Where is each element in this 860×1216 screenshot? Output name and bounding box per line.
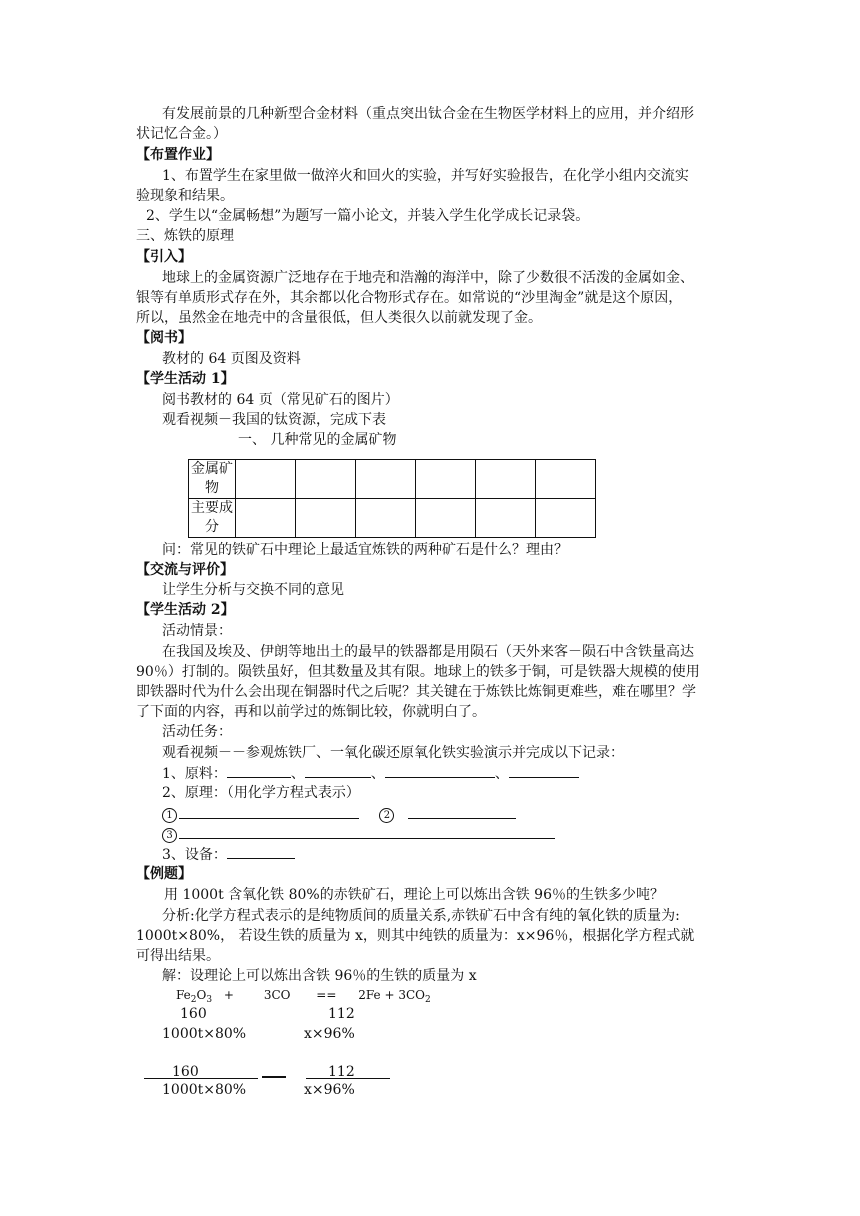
paragraph-line: 教材的 64 页图及资料 xyxy=(162,351,301,367)
table-row-label: 金属矿物 xyxy=(189,460,236,499)
table-row xyxy=(189,499,596,538)
paragraph-line: 活动任务： xyxy=(162,724,232,740)
fraction-numerator: 112 xyxy=(328,1064,355,1080)
table-cell xyxy=(356,499,416,538)
paragraph-line: 1000t×80%， 若设生铁的质量为 x，则其中纯铁的质量为：x×96％，根据化学方程式就 xyxy=(136,928,695,944)
blank-field[interactable] xyxy=(179,824,555,839)
blank-field[interactable] xyxy=(305,763,371,778)
blank-field[interactable] xyxy=(227,763,291,778)
paragraph-line: 阅书教材的 64 页（常见矿石的图片） xyxy=(162,392,399,408)
paragraph-line: 分析:化学方程式表示的是纯物质间的质量关系,赤铁矿石中含有纯的氧化铁的质量为: xyxy=(162,908,680,924)
paragraph-line: 银等有单质形式存在外，其余都以化合物形式存在。如常说的“沙里淘金”就是这个原因， xyxy=(136,290,683,306)
paragraph-line: 所以，虽然金在地壳中的含量很低，但人类很久以前就发现了金。 xyxy=(136,310,542,326)
paragraph-line: 观看视频－我国的钛资源，完成下表 xyxy=(162,412,386,428)
paragraph-line: 有发展前景的几种新型合金材料（重点突出钛合金在生物医学材料上的应用，并介绍形 xyxy=(162,106,694,122)
blank-field[interactable] xyxy=(227,844,295,859)
blank-field[interactable] xyxy=(509,763,579,778)
table-row xyxy=(189,460,596,499)
fraction-bar xyxy=(306,1078,390,1079)
paragraph-line: 2、原理：（用化学方程式表示） xyxy=(162,785,360,801)
table-caption: 一、 几种常见的金属矿物 xyxy=(238,432,397,448)
mass-112: 112 xyxy=(328,1006,355,1022)
eq-o: O xyxy=(196,988,207,1002)
table-cell xyxy=(536,499,596,538)
paragraph-line: 状记忆合金。） xyxy=(136,126,227,142)
section-heading-read: 【阅书】 xyxy=(136,330,192,346)
paragraph-line: 可得出结果。 xyxy=(136,948,220,964)
section-heading-homework: 【布置作业】 xyxy=(136,147,220,163)
paragraph-line: 了下面的内容，再和以前学过的炼铜比较，你就明白了。 xyxy=(136,704,486,720)
paragraph-line: 在我国及埃及、伊朗等地出土的最早的铁器都是用陨石（天外来客－陨石中含铁量高达 xyxy=(162,644,694,660)
equation-blank-row xyxy=(162,804,516,825)
section-title: 三、炼铁的原理 xyxy=(136,228,234,244)
fraction-denominator: x×96% xyxy=(304,1082,355,1098)
blank-field[interactable] xyxy=(408,804,516,819)
table-cell xyxy=(476,460,536,499)
separator: 、 xyxy=(494,766,509,782)
eq-plus: + xyxy=(223,988,234,1002)
mineral-table xyxy=(188,459,596,538)
eq-fe: Fe xyxy=(176,988,191,1002)
equipment-line xyxy=(162,844,295,865)
paragraph-line: 活动情景： xyxy=(162,623,232,639)
circled-number-3: 3 xyxy=(162,828,177,843)
table-cell xyxy=(296,460,356,499)
table-row-label: 主要成分 xyxy=(189,499,236,538)
eq-equals: == xyxy=(316,988,337,1002)
paragraph-line: 解：设理论上可以炼出含铁 96％的生铁的质量为 x xyxy=(162,968,477,984)
paragraph-line: 验现象和结果。 xyxy=(136,188,234,204)
paragraph-line: 问：常见的铁矿石中理论上最适宜炼铁的两种矿石是什么？理由？ xyxy=(162,542,568,558)
paragraph-line: 即铁器时代为什么会出现在铜器时代之后呢？其关键在于炼铁比炼铜更难些，难在哪里？学 xyxy=(136,684,696,700)
fraction-denominator: 1000t×80% xyxy=(162,1082,247,1098)
fraction-bar xyxy=(144,1078,258,1079)
raw-materials-label: 1、原料： xyxy=(162,766,227,782)
fraction-numerator: 160 xyxy=(172,1064,199,1080)
equation-blank-row xyxy=(162,824,555,845)
section-heading-evaluation: 【交流与评价】 xyxy=(136,562,234,578)
equipment-label: 3、设备： xyxy=(162,847,227,863)
given-mass: 1000t×80% xyxy=(162,1026,247,1042)
circled-number-2: 2 xyxy=(379,808,394,823)
section-heading-intro: 【引入】 xyxy=(136,249,192,265)
table-cell xyxy=(236,460,296,499)
eq-sub: 3 xyxy=(206,995,213,1005)
paragraph-line: 用 1000t 含氧化铁 80%的赤铁矿石，理论上可以炼出含铁 96％的生铁多少吨？ xyxy=(164,887,664,903)
table-cell xyxy=(416,460,476,499)
eq-products: 2Fe + 3CO xyxy=(358,988,425,1002)
table-cell xyxy=(416,499,476,538)
paragraph-line: 让学生分析与交换不同的意见 xyxy=(162,582,344,598)
table-cell xyxy=(356,460,416,499)
table-cell xyxy=(236,499,296,538)
unknown-mass: x×96% xyxy=(304,1026,355,1042)
separator: 、 xyxy=(290,766,305,782)
paragraph-line: 1、布置学生在家里做一做淬火和回火的实验，并写好实验报告，在化学小组内交流实 xyxy=(162,168,689,184)
eq-sub: 2 xyxy=(424,995,431,1005)
blank-field[interactable] xyxy=(179,804,359,819)
raw-materials-line xyxy=(162,763,579,784)
paragraph-line: 观看视频－－参观炼铁厂、一氧化碳还原氧化铁实验演示并完成以下记录： xyxy=(162,745,624,761)
blank-field[interactable] xyxy=(385,763,495,778)
separator: 、 xyxy=(370,766,385,782)
paragraph-line: 地球上的金属资源广泛地存在于地壳和浩瀚的海洋中，除了少数很不活泼的金属如金、 xyxy=(162,270,694,286)
table-cell xyxy=(536,460,596,499)
paragraph-line: 90％）打制的。陨铁虽好，但其数量及其有限。地球上的铁多于铜，可是铁器大规模的使用 xyxy=(136,664,700,680)
table-cell xyxy=(296,499,356,538)
table-cell xyxy=(476,499,536,538)
chemical-equation xyxy=(176,985,431,1010)
eq-co: 3CO xyxy=(263,988,291,1002)
equals-bar xyxy=(262,1076,286,1078)
circled-number-1: 1 xyxy=(162,808,177,823)
paragraph-line: 2、学生以“金属畅想”为题写一篇小论文，并装入学生化学成长记录袋。 xyxy=(146,208,590,224)
mass-160: 160 xyxy=(180,1006,207,1022)
section-heading-activity-2: 【学生活动 2】 xyxy=(136,602,235,618)
eq-sub: 2 xyxy=(190,995,197,1005)
section-heading-activity-1: 【学生活动 1】 xyxy=(136,371,235,387)
section-heading-example: 【例题】 xyxy=(136,866,192,882)
